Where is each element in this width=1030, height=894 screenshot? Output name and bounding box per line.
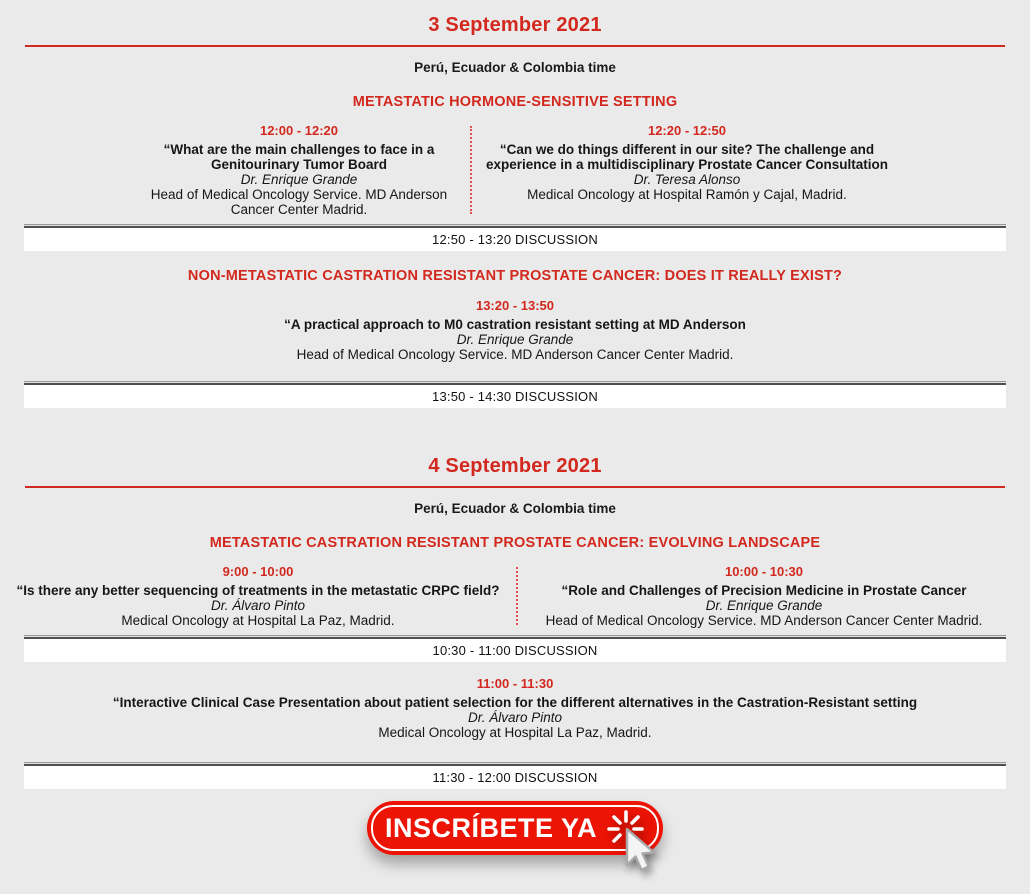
session-title: “Can we do things different in our site? The challenge and experience in a multidisciplinary Prostate Cancer Consultation bbox=[485, 142, 889, 172]
discussion-label: 13:50 - 14:30 DISCUSSION bbox=[24, 385, 1006, 408]
discussion-bar bbox=[24, 635, 1006, 662]
session-block bbox=[472, 123, 1030, 217]
session-title: “A practical approach to M0 castration resistant setting at MD Anderson bbox=[284, 317, 746, 332]
session-title: “Interactive Clinical Case Presentation about patient selection for the different alternatives in the Castration-Resistant setting bbox=[112, 695, 918, 710]
discussion-bar bbox=[24, 381, 1006, 408]
date-heading: 4 September 2021 bbox=[428, 455, 602, 477]
red-divider bbox=[25, 45, 1005, 47]
section-heading: NON-METASTATIC CASTRATION RESISTANT PROSTATE CANCER: DOES IT REALLY EXIST? bbox=[187, 268, 843, 284]
session-affiliation: Head of Medical Oncology Service. MD Anderson Cancer Center Madrid. bbox=[150, 187, 448, 217]
discussion-bar bbox=[24, 224, 1006, 251]
timezone-label: Perú, Ecuador & Colombia time bbox=[414, 60, 616, 75]
register-button-row bbox=[0, 801, 1030, 855]
day-section-4-september bbox=[0, 455, 1030, 789]
discussion-label: 10:30 - 11:00 DISCUSSION bbox=[24, 639, 1006, 662]
session-block bbox=[0, 564, 516, 628]
session-speaker: Dr. Álvaro Pinto bbox=[210, 598, 306, 613]
session-time: 9:00 - 10:00 bbox=[222, 564, 294, 579]
register-button-label: INSCRÍBETE YA bbox=[384, 812, 598, 843]
session-block bbox=[0, 298, 1030, 362]
session-row bbox=[0, 123, 1030, 217]
session-speaker: Dr. Enrique Grande bbox=[456, 332, 574, 347]
session-speaker: Dr. Teresa Alonso bbox=[633, 172, 741, 187]
session-time: 12:00 - 12:20 bbox=[259, 123, 339, 138]
session-time: 11:00 - 11:30 bbox=[476, 676, 554, 691]
session-title: “Role and Challenges of Precision Medicine in Prostate Cancer bbox=[561, 583, 967, 598]
section-heading: METASTATIC CASTRATION RESISTANT PROSTATE CANCER: EVOLVING LANDSCAPE bbox=[209, 535, 821, 551]
red-divider bbox=[25, 486, 1005, 488]
session-affiliation: Medical Oncology at Hospital La Paz, Madrid. bbox=[378, 725, 652, 740]
discussion-bar bbox=[24, 762, 1006, 789]
timezone-label: Perú, Ecuador & Colombia time bbox=[414, 501, 616, 516]
session-row bbox=[0, 564, 1030, 628]
session-affiliation: Medical Oncology at Hospital La Paz, Madrid. bbox=[121, 613, 395, 628]
session-block bbox=[0, 123, 470, 217]
date-heading: 3 September 2021 bbox=[428, 14, 602, 36]
section-heading: METASTATIC HORMONE-SENSITIVE SETTING bbox=[352, 94, 678, 110]
session-block bbox=[0, 676, 1030, 740]
session-speaker: Dr. Enrique Grande bbox=[705, 598, 823, 613]
session-title: “What are the main challenges to face in a Genitourinary Tumor Board bbox=[163, 142, 435, 172]
session-affiliation: Medical Oncology at Hospital Ramón y Cajal, Madrid. bbox=[527, 187, 847, 202]
discussion-label: 11:30 - 12:00 DISCUSSION bbox=[24, 766, 1006, 789]
click-cursor-icon bbox=[599, 803, 677, 891]
session-speaker: Dr. Enrique Grande bbox=[240, 172, 358, 187]
day-section-3-september bbox=[0, 14, 1030, 408]
session-time: 12:20 - 12:50 bbox=[647, 123, 727, 138]
session-affiliation: Head of Medical Oncology Service. MD Anderson Cancer Center Madrid. bbox=[296, 347, 734, 362]
session-affiliation: Head of Medical Oncology Service. MD Anderson Cancer Center Madrid. bbox=[545, 613, 983, 628]
session-block bbox=[518, 564, 1030, 628]
session-speaker: Dr. Álvaro Pinto bbox=[467, 710, 563, 725]
discussion-label: 12:50 - 13:20 DISCUSSION bbox=[24, 228, 1006, 251]
agenda-page bbox=[0, 14, 1030, 894]
register-button[interactable] bbox=[367, 801, 663, 855]
session-time: 10:00 - 10:30 bbox=[724, 564, 804, 579]
session-title: “Is there any better sequencing of treatments in the metastatic CRPC field? bbox=[16, 583, 500, 598]
session-time: 13:20 - 13:50 bbox=[475, 298, 555, 313]
